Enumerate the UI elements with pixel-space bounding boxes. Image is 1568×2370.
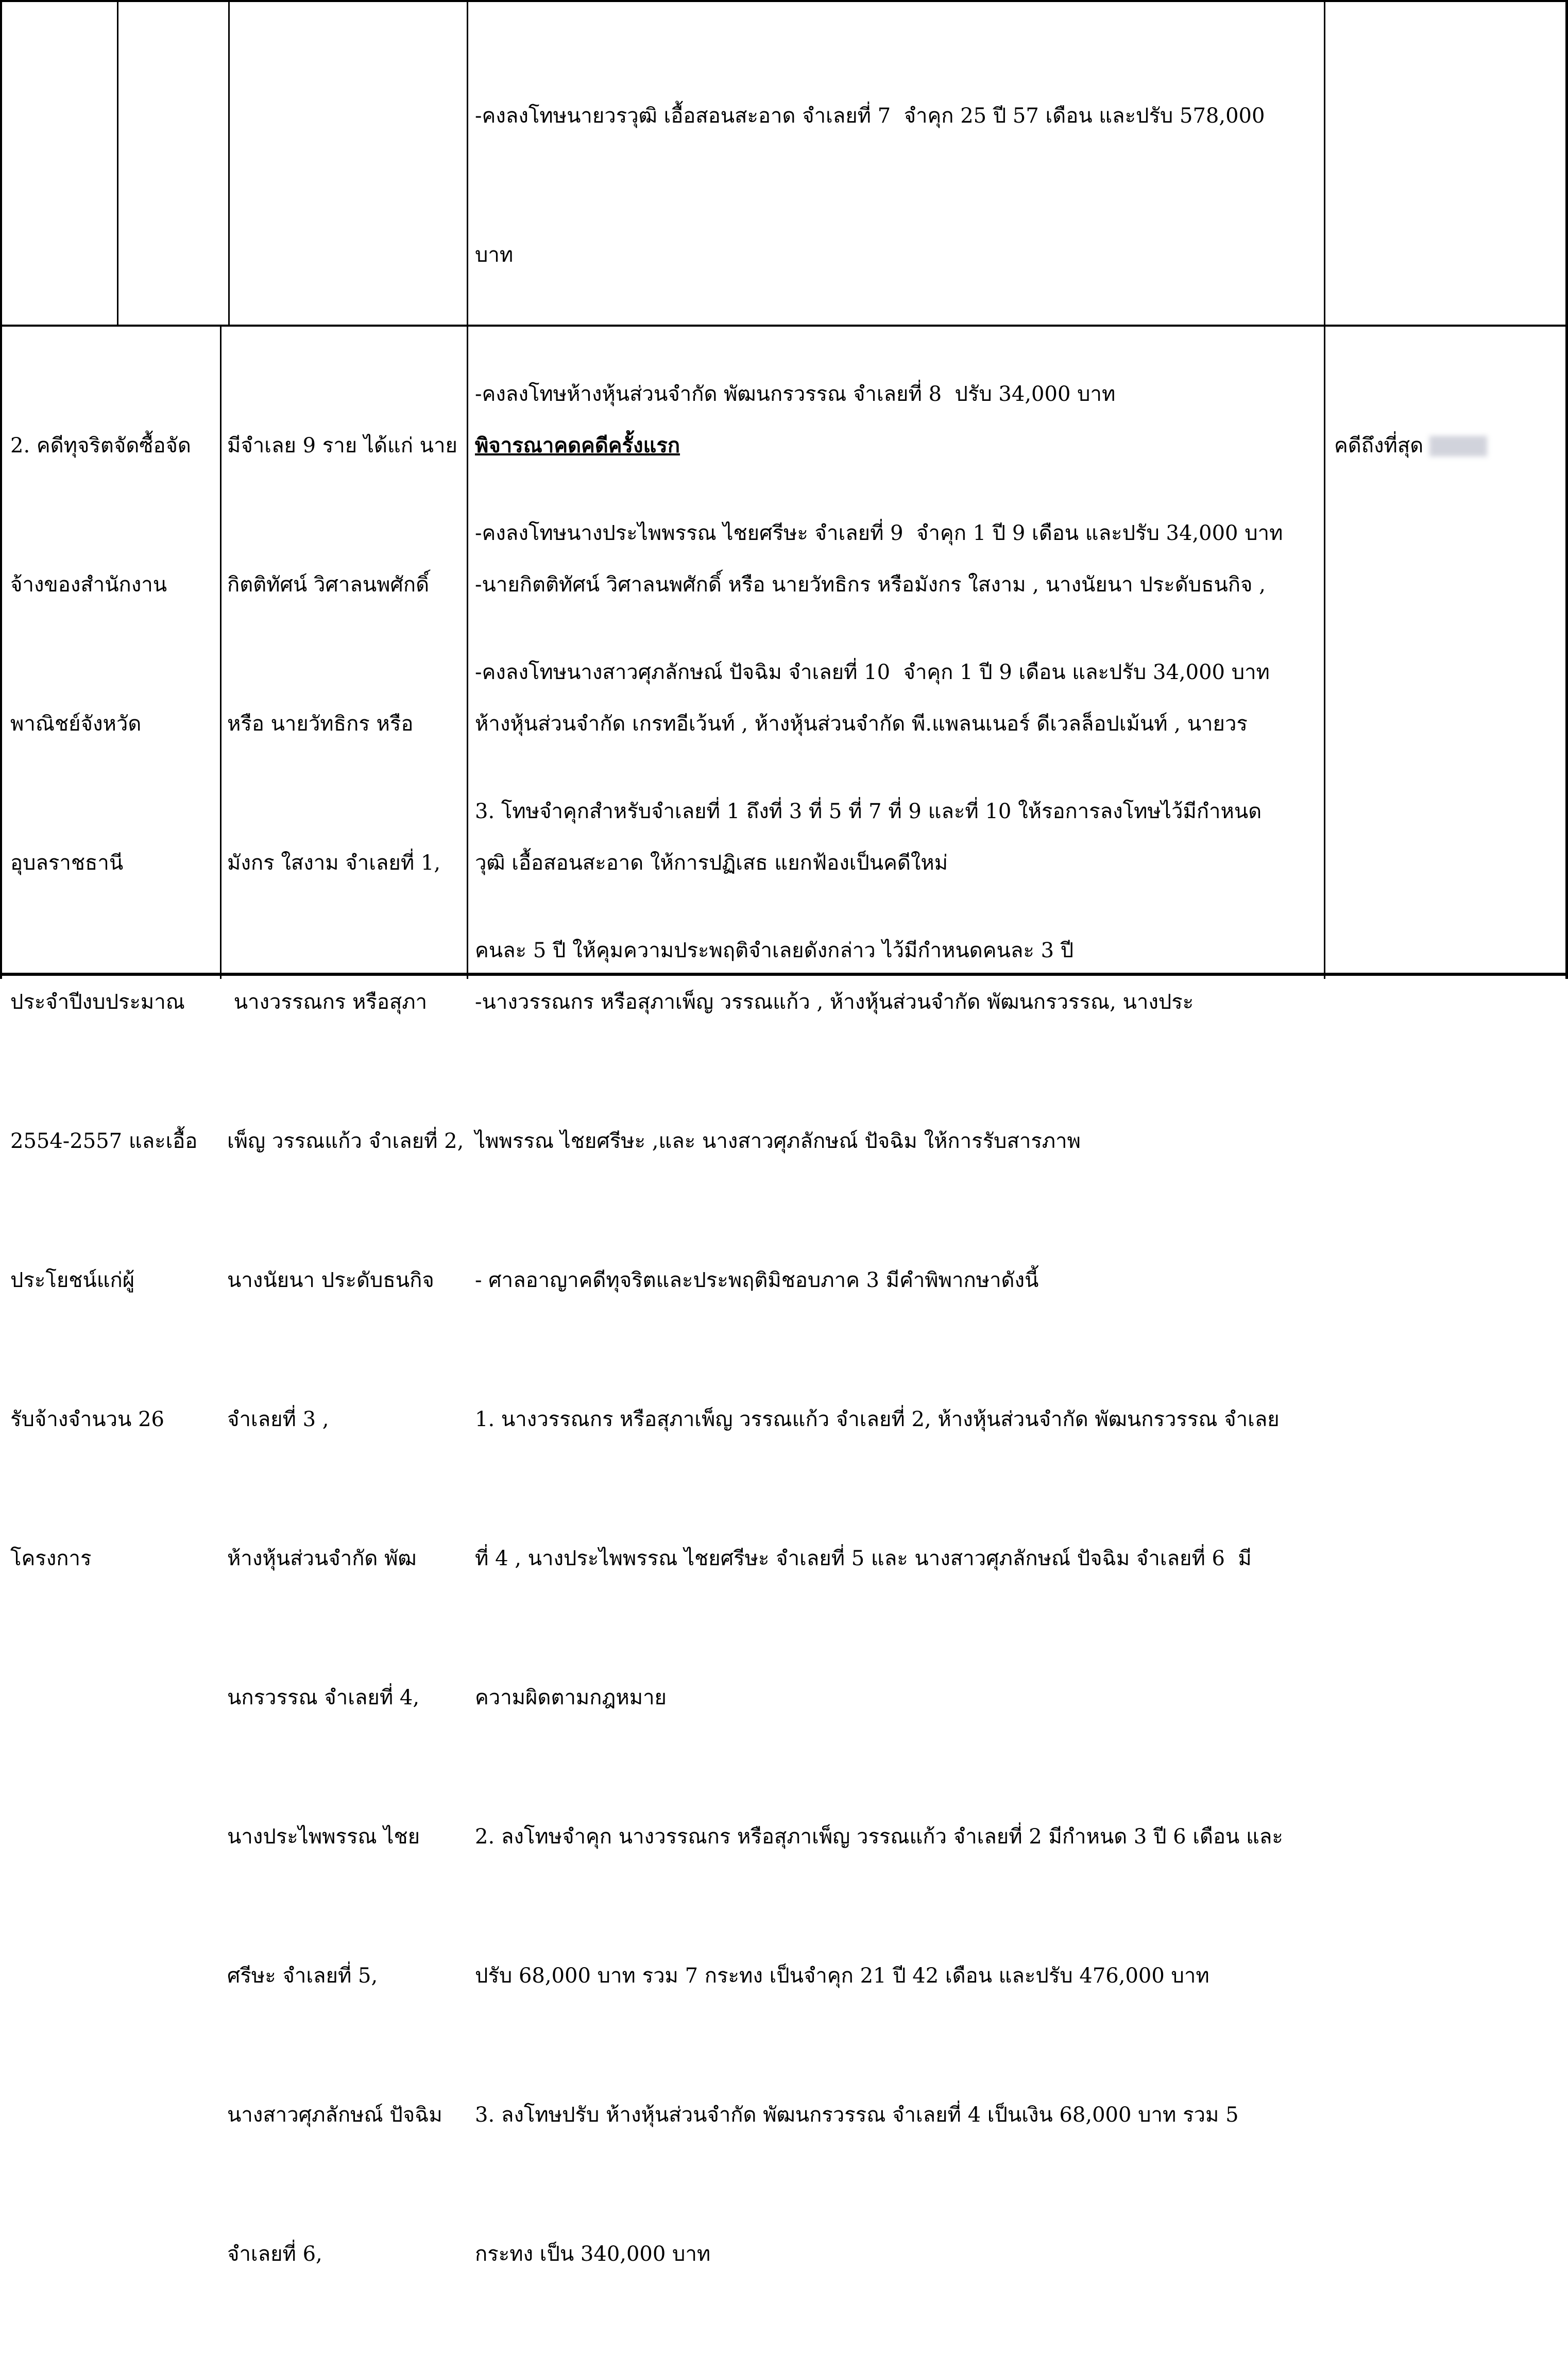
text-line: จำเลยที่ 3 , <box>227 1408 329 1431</box>
text-line: 2554-2557 และเอื้อ <box>10 1129 198 1153</box>
text-line: ที่ 4 , นางประไพพรรณ ไชยศรีษะ จำเลยที่ 5 และ นางสาวศุภลักษณ์ ปัจฉิม จำเลยที่ 6 มี <box>475 1547 1252 1570</box>
text-line: ศรีษะ จำเลยที่ 5, <box>227 1964 378 1988</box>
text-line: ห้างหุ้นส่วนจำกัด พัฒ <box>227 1547 417 1570</box>
status-line <box>1334 422 1561 469</box>
text-line: 3. ลงโทษปรับ ห้างหุ้นส่วนจำกัด พัฒนกรวรรณ จำเลยที่ 4 เป็นเงิน 68,000 บาท รวม 5 <box>475 2103 1239 2127</box>
cell-row2-defendants <box>227 330 464 2370</box>
text-line: 3. โทษจำคุกสำหรับจำเลยที่ 1 ถึงที่ 3 ที่ 5 ที่ 7 ที่ 9 และที่ 10 ให้รอการลงโทษไว้มีกำหนด <box>475 800 1262 823</box>
text-line: -คงลงโทษห้างหุ้นส่วนจำกัด พัฒนกรวรรณ จำเลยที่ 8 ปรับ 34,000 บาท <box>475 382 1116 406</box>
text-line: บาท <box>475 243 514 267</box>
text-line: นางสาวศุภลักษณ์ ปัจฉิม <box>227 2103 442 2127</box>
table-border-right <box>1565 0 1568 979</box>
cell-row2-case-name <box>10 330 216 1674</box>
row1-divider-col1b <box>228 0 230 327</box>
text-line: 1. นางวรรณกร หรือสุภาเพ็ญ วรรณแก้ว จำเลยที่ 2, ห้างหุ้นส่วนจำกัด พัฒนกรวรรณ จำเลย <box>475 1408 1280 1431</box>
cell-row2-status <box>1334 330 1561 562</box>
text-line: ปรับ 68,000 บาท รวม 7 กระทง เป็นจำคุก 21 ปี 42 เดือน และปรับ 476,000 บาท <box>475 1964 1209 1988</box>
text-line: -คงลงโทษนายวรวุฒิ เอื้อสอนสะอาด จำเลยที่ 7 จำคุก 25 ปี 57 เดือน และปรับ 578,000 <box>475 104 1265 128</box>
text-line: โครงการ <box>10 1547 92 1570</box>
text-line: ห้างหุ้นส่วนจำกัด เกรทอีเว้นท์ , ห้างหุ้นส่วนจำกัด พี.แพลนเนอร์ ดีเวลล็อปเม้นท์ , นายวร <box>475 712 1248 736</box>
text-line: คนละ 5 ปี ให้คุมความประพฤติจำเลยดังกล่าว ไว้มีกำหนดคนละ 3 ปี <box>475 939 1074 962</box>
case-status-text: คดีถึงที่สุด <box>1334 434 1424 458</box>
text-line: 2. คดีทุจริตจัดซื้อจัด <box>10 434 191 458</box>
text-line: -นายกิตติทัศน์ วิศาลนพศักดิ์ หรือ นายวัทธิกร หรือมังกร ใสงาม , นางนัยนา ประดับธนกิจ , <box>475 573 1266 597</box>
proceedings-heading: พิจารณาคดคดีครั้งแรก <box>475 433 680 458</box>
text-line: จ้างของสำนักงาน <box>10 573 167 597</box>
text-line: มีจำเลย 9 ราย ได้แก่ นาย <box>227 434 457 458</box>
text-line: กิตติทัศน์ วิศาลนพศักดิ์ <box>227 573 430 597</box>
text-line: กระทง เป็น 340,000 บาท <box>475 2242 711 2266</box>
text-line: นกรวรรณ จำเลยที่ 4, <box>227 1686 420 1709</box>
text-line: นางประไพพรรณ ไชย <box>227 1825 420 1849</box>
text-line: หรือ นายวัทธิกร หรือ <box>227 712 414 736</box>
table-border-left <box>0 0 2 979</box>
text-line: นางนัยนา ประดับธนกิจ <box>227 1268 434 1292</box>
text-line: เพ็ญ วรรณแก้ว จำเลยที่ 2, <box>227 1129 464 1153</box>
divider-col2-col3 <box>467 0 468 979</box>
redacted-highlight <box>1429 436 1487 456</box>
text-line: -นางวรรณกร หรือสุภาเพ็ญ วรรณแก้ว , ห้างหุ้นส่วนจำกัด พัฒนกรวรรณ, นางประ <box>475 990 1194 1014</box>
text-line: จำเลยที่ 6, <box>227 2242 322 2266</box>
text-line: มังกร ใสงาม จำเลยที่ 1, <box>227 851 441 875</box>
text-line: ประจำปีงบประมาณ <box>10 990 185 1014</box>
text-line: พาณิชย์จังหวัด <box>10 712 142 736</box>
text-line: นางวรรณกร หรือสุภา <box>227 990 428 1014</box>
text-line: อุบลราชธานี <box>10 851 124 875</box>
text-line: -คงลงโทษนางสาวศุภลักษณ์ ปัจฉิม จำเลยที่ 10 จำคุก 1 ปี 9 เดือน และปรับ 34,000 บาท <box>475 661 1270 684</box>
text-line: ความผิดตามกฎหมาย <box>475 1686 667 1709</box>
row1-divider-col1a <box>117 0 118 327</box>
row2-divider-col1-col2 <box>220 325 221 979</box>
text-line: ประโยชน์แก่ผู้ <box>10 1268 135 1292</box>
text-line: -คงลงโทษนางประไพพรรณ ไชยศรีษะ จำเลยที่ 9 จำคุก 1 ปี 9 เดือน และปรับ 34,000 บาท <box>475 521 1283 545</box>
text-line: 2. ลงโทษจำคุก นางวรรณกร หรือสุภาเพ็ญ วรรณแก้ว จำเลยที่ 2 มีกำหนด 3 ปี 6 เดือน และ <box>475 1825 1283 1849</box>
text-line: ไพพรรณ ไชยศรีษะ ,และ นางสาวศุภลักษณ์ ปัจฉิม ให้การรับสารภาพ <box>475 1129 1081 1153</box>
cell-row2-proceedings <box>475 330 1320 2370</box>
text-line: - ศาลอาญาคดีทุจริตและประพฤติมิชอบภาค 3 มีคำพิพากษาดังนี้ <box>475 1268 1039 1292</box>
divider-col3-col4 <box>1324 0 1325 979</box>
text-line: วุฒิ เอื้อสอนสะอาด ให้การปฏิเสธ แยกฟ้องเป็นคดีใหม่ <box>475 851 948 875</box>
text-line: รับจ้างจำนวน 26 <box>10 1408 164 1431</box>
